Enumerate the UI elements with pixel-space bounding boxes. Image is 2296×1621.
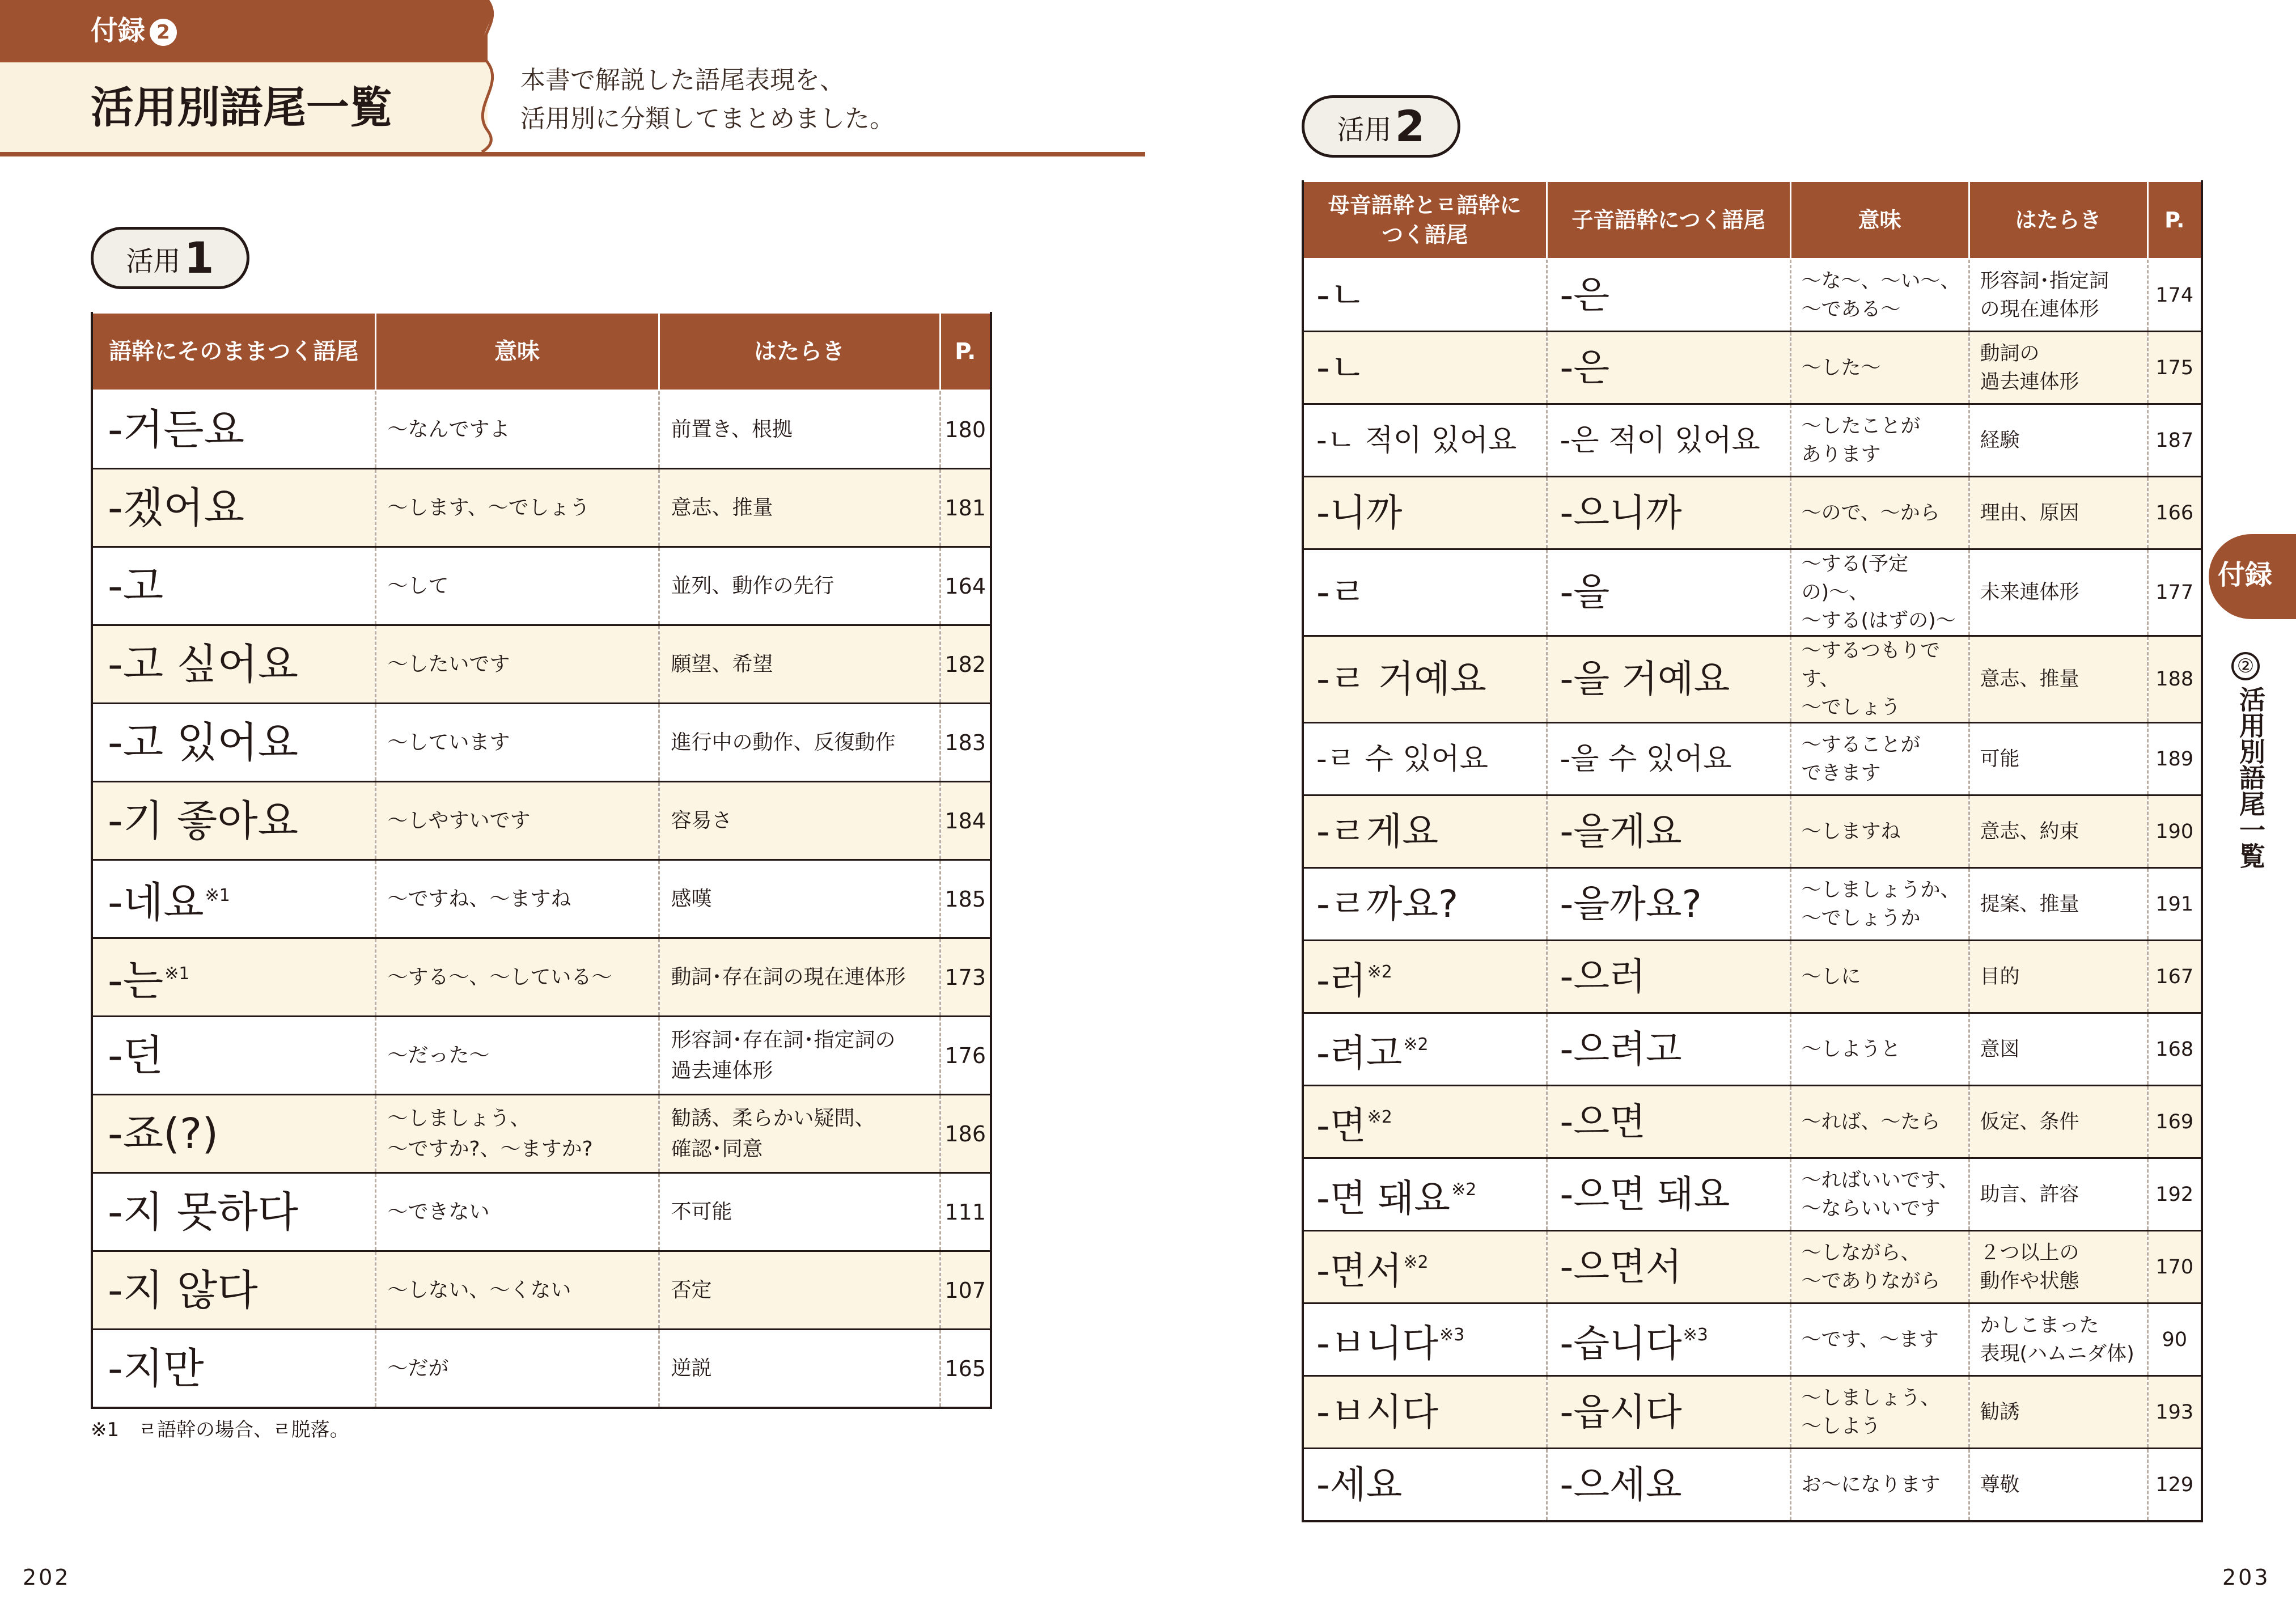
table-row (1303, 1013, 2202, 1086)
meaning-cell: 〜な〜、〜い〜、 〜である〜 (1790, 259, 1969, 332)
page-ref-cell: 107 (940, 1251, 991, 1330)
vowel-ending-cell (1303, 1158, 1547, 1231)
ending-cell (92, 391, 375, 469)
page-number-left: 202 (23, 1565, 71, 1590)
function-cell: 動詞の 過去連体形 (1969, 332, 2147, 404)
footnote-marker: ※2 (1367, 962, 1392, 982)
table-row (1303, 723, 2202, 795)
table-row (92, 1330, 991, 1408)
consonant-ending-text: -을까요? (1560, 882, 1702, 926)
page-ref-cell: 169 (2147, 1086, 2202, 1158)
consonant-ending-cell (1547, 1376, 1790, 1449)
page-ref-cell: 180 (940, 391, 991, 469)
table-header-row (92, 313, 991, 391)
footnote-marker: ※2 (1403, 1035, 1429, 1055)
ending-cell (92, 1173, 375, 1251)
consonant-ending-cell (1547, 1158, 1790, 1231)
footnote-marker: ※3 (1439, 1325, 1465, 1345)
consonant-ending-cell (1547, 1013, 1790, 1086)
vowel-ending-text: -ㅂ시다 (1316, 1390, 1439, 1434)
vowel-ending-cell (1303, 549, 1547, 636)
vowel-ending-cell (1303, 404, 1547, 477)
vowel-ending-cell (1303, 795, 1547, 868)
page-ref-cell: 174 (2147, 259, 2202, 332)
consonant-ending-text: -을 거예요 (1560, 657, 1730, 701)
function-cell: 形容詞･指定詞 の現在連体形 (1969, 259, 2147, 332)
table-row (1303, 259, 2202, 332)
appendix-label (91, 12, 177, 49)
consonant-ending-text: -을게요 (1560, 809, 1682, 853)
ending-text: -고 싶어요 (108, 640, 299, 689)
table-row (92, 625, 991, 704)
consonant-ending-text: -으면서 (1560, 1245, 1682, 1289)
page-ref-cell: 177 (2147, 549, 2202, 636)
consonant-ending-cell (1547, 1231, 1790, 1303)
vowel-ending-text: -면 돼요 (1316, 1176, 1451, 1220)
consonant-ending-cell (1547, 1086, 1790, 1158)
section1-pill-label: 活用 (126, 246, 181, 277)
vowel-ending-cell (1303, 1086, 1547, 1158)
consonant-ending-cell (1547, 1303, 1790, 1376)
section2-pill (1302, 95, 1460, 158)
consonant-ending-text: -을 (1560, 570, 1610, 614)
consonant-ending-cell (1547, 941, 1790, 1013)
column-header: P. (2147, 181, 2202, 259)
footnote-marker: ※1 (205, 885, 230, 905)
page-number-right: 203 (2222, 1565, 2270, 1590)
vowel-ending-cell (1303, 723, 1547, 795)
column-header: 子音語幹につく語尾 (1547, 181, 1790, 259)
table-row (1303, 404, 2202, 477)
page-ref-cell: 193 (2147, 1376, 2202, 1449)
ending-text: -기 좋아요 (108, 796, 299, 845)
ending-text: -지 못하다 (108, 1187, 299, 1237)
vowel-ending-text: -ㅂ니다 (1316, 1322, 1439, 1365)
vowel-ending-cell (1303, 636, 1547, 723)
table-row (1303, 636, 2202, 723)
ending-cell (92, 469, 375, 547)
function-cell: 経験 (1969, 404, 2147, 477)
page-ref-cell: 185 (940, 860, 991, 938)
side-index-number: ② (2231, 652, 2260, 680)
table-row (92, 469, 991, 547)
ending-text: -고 있어요 (108, 718, 299, 767)
page-ref-cell: 192 (2147, 1158, 2202, 1231)
consonant-ending-cell (1547, 636, 1790, 723)
ending-cell (92, 1330, 375, 1408)
consonant-ending-cell (1547, 259, 1790, 332)
section1-table (91, 312, 992, 1409)
page-ref-cell: 129 (2147, 1449, 2202, 1522)
meaning-cell: 〜したことが あります (1790, 404, 1969, 477)
vowel-ending-cell (1303, 259, 1547, 332)
description-line: 活用別に分類してまとめました。 (520, 104, 895, 133)
meaning-cell: 〜しに (1790, 941, 1969, 1013)
meaning-cell: 〜したいです (375, 625, 659, 704)
function-cell: 意志、推量 (659, 469, 940, 547)
section1-pill-number: 1 (184, 232, 214, 283)
table-row (1303, 795, 2202, 868)
page-ref-cell: 173 (940, 938, 991, 1017)
table-row (92, 391, 991, 469)
meaning-cell: 〜しながら、 〜でありながら (1790, 1231, 1969, 1303)
table-row (1303, 477, 2202, 549)
page-ref-cell: 188 (2147, 636, 2202, 723)
table-row (92, 860, 991, 938)
meaning-cell: 〜しましょう、 〜しよう (1790, 1376, 1969, 1449)
table-row (92, 782, 991, 860)
vowel-ending-text: -ㄴ (1316, 273, 1366, 317)
column-header: はたらき (659, 313, 940, 391)
function-cell: 意志、約束 (1969, 795, 2147, 868)
section1-pill (91, 227, 249, 289)
table-row (92, 938, 991, 1017)
meaning-cell: 〜する(予定の)〜、 〜する(はずの)〜 (1790, 549, 1969, 636)
function-cell: かしこまった 表現(ハムニダ体) (1969, 1303, 2147, 1376)
ending-text: -겠어요 (108, 483, 245, 532)
page-ref-cell: 189 (2147, 723, 2202, 795)
consonant-ending-cell (1547, 868, 1790, 941)
meaning-cell: 〜することが できます (1790, 723, 1969, 795)
ending-text: -지만 (108, 1344, 204, 1393)
column-header: 母音語幹とㄹ語幹に つく語尾 (1303, 181, 1547, 259)
function-cell: 未来連体形 (1969, 549, 2147, 636)
meaning-cell: 〜しやすいです (375, 782, 659, 860)
vowel-ending-text: -면서 (1316, 1249, 1403, 1293)
function-cell: 容易さ (659, 782, 940, 860)
section1-table-body (92, 391, 991, 1408)
function-cell: 並列、動作の先行 (659, 547, 940, 625)
meaning-cell: 〜します、〜でしょう (375, 469, 659, 547)
function-cell: 助言、許容 (1969, 1158, 2147, 1231)
ending-text: -는 (108, 956, 164, 1005)
vowel-ending-text: -면 (1316, 1104, 1366, 1148)
vowel-ending-cell (1303, 941, 1547, 1013)
vowel-ending-text: -ㄹ게요 (1316, 809, 1439, 853)
ending-cell (92, 860, 375, 938)
page-ref-cell: 190 (2147, 795, 2202, 868)
header-description (520, 61, 895, 138)
vowel-ending-cell (1303, 1231, 1547, 1303)
page-ref-cell: 170 (2147, 1231, 2202, 1303)
meaning-cell: 〜ので、〜から (1790, 477, 1969, 549)
table-row (1303, 549, 2202, 636)
section2-pill-number: 2 (1395, 101, 1425, 151)
meaning-cell: 〜しましょう、 〜ですか?、〜ますか? (375, 1095, 659, 1173)
table-row (92, 1173, 991, 1251)
column-header: P. (940, 313, 991, 391)
ending-cell (92, 704, 375, 782)
vowel-ending-text: -ㄹ까요? (1316, 882, 1459, 926)
meaning-cell: 〜です、〜ます (1790, 1303, 1969, 1376)
meaning-cell: 〜しようと (1790, 1013, 1969, 1086)
page-ref-cell: 166 (2147, 477, 2202, 549)
page-ref-cell: 175 (2147, 332, 2202, 404)
table-row (1303, 332, 2202, 404)
meaning-cell: 〜しましょうか、 〜でしょうか (1790, 868, 1969, 941)
table-row (1303, 1158, 2202, 1231)
page-ref-cell: 191 (2147, 868, 2202, 941)
column-header: はたらき (1969, 181, 2147, 259)
function-cell: 可能 (1969, 723, 2147, 795)
vowel-ending-cell (1303, 1013, 1547, 1086)
consonant-ending-text: -은 (1560, 345, 1610, 390)
page-ref-cell: 168 (2147, 1013, 2202, 1086)
function-cell: 尊敬 (1969, 1449, 2147, 1522)
vowel-ending-text: -려고 (1316, 1031, 1403, 1075)
page-ref-cell: 167 (2147, 941, 2202, 1013)
table-row (92, 1095, 991, 1173)
table-row (1303, 868, 2202, 941)
meaning-cell: 〜しない、〜くない (375, 1251, 659, 1330)
function-cell: 前置き、根拠 (659, 391, 940, 469)
appendix-number-badge: 2 (150, 19, 177, 46)
function-cell: 進行中の動作、反復動作 (659, 704, 940, 782)
ending-text: -지 않다 (108, 1266, 258, 1315)
table-row (1303, 1086, 2202, 1158)
ending-text: -네요 (108, 878, 204, 927)
vowel-ending-cell (1303, 1376, 1547, 1449)
meaning-cell: 〜だが (375, 1330, 659, 1408)
table-row (1303, 1231, 2202, 1303)
page-ref-cell: 184 (940, 782, 991, 860)
vowel-ending-text: -러 (1316, 959, 1366, 1002)
function-cell: ２つ以上の 動作や状態 (1969, 1231, 2147, 1303)
section2-pill-label: 活用 (1337, 114, 1392, 146)
column-header: 意味 (1790, 181, 1969, 259)
side-index-title: 活用別語尾一覧 (2235, 686, 2266, 869)
table-row (92, 1017, 991, 1095)
function-cell: 提案、推量 (1969, 868, 2147, 941)
table-row (1303, 1303, 2202, 1376)
meaning-cell: お〜になります (1790, 1449, 1969, 1522)
column-header: 意味 (375, 313, 659, 391)
vowel-ending-text: -ㄹ (1316, 570, 1366, 614)
meaning-cell: 〜だった〜 (375, 1017, 659, 1095)
vowel-ending-text: -ㄹ 거예요 (1316, 657, 1486, 701)
meaning-cell: 〜できない (375, 1173, 659, 1251)
function-cell: 意図 (1969, 1013, 2147, 1086)
function-cell: 否定 (659, 1251, 940, 1330)
consonant-ending-text: -습니다 (1560, 1322, 1682, 1365)
vowel-ending-text: -니까 (1316, 490, 1403, 535)
consonant-ending-cell (1547, 332, 1790, 404)
consonant-ending-text: -으러 (1560, 954, 1646, 998)
meaning-cell: 〜して (375, 547, 659, 625)
meaning-cell: 〜ればいいです、 〜ならいいです (1790, 1158, 1969, 1231)
table-row (92, 1251, 991, 1330)
appendix-label-text: 付録 (91, 15, 146, 46)
vowel-ending-cell (1303, 868, 1547, 941)
function-cell: 形容詞･存在詞･指定詞の 過去連体形 (659, 1017, 940, 1095)
header-wave-edge (465, 0, 505, 152)
function-cell: 意志、推量 (1969, 636, 2147, 723)
consonant-ending-cell (1547, 723, 1790, 795)
ending-text: -고 (108, 561, 164, 611)
section2-table (1302, 180, 2203, 1522)
table-row (92, 704, 991, 782)
header-rule (0, 152, 1145, 156)
ending-cell (92, 547, 375, 625)
ending-text: -거든요 (108, 405, 245, 454)
meaning-cell: 〜なんですよ (375, 391, 659, 469)
consonant-ending-cell (1547, 1449, 1790, 1522)
ending-cell (92, 625, 375, 704)
page-ref-cell: 186 (940, 1095, 991, 1173)
consonant-ending-text: -으니까 (1560, 490, 1682, 535)
page-ref-cell: 183 (940, 704, 991, 782)
header-label-tab (0, 0, 488, 62)
function-cell: 仮定、条件 (1969, 1086, 2147, 1158)
vowel-ending-text: -세요 (1316, 1462, 1403, 1506)
vowel-ending-text: -ㄴ 적이 있어요 (1316, 423, 1517, 458)
meaning-cell: 〜するつもりです、 〜でしょう (1790, 636, 1969, 723)
function-cell: 理由、原因 (1969, 477, 2147, 549)
footnote-marker: ※1 (164, 963, 190, 984)
column-header: 語幹にそのままつく語尾 (92, 313, 375, 391)
footnote-marker: ※2 (1451, 1180, 1477, 1200)
page-ref-cell: 90 (2147, 1303, 2202, 1376)
function-cell: 逆説 (659, 1330, 940, 1408)
table-row (1303, 941, 2202, 1013)
consonant-ending-cell (1547, 477, 1790, 549)
consonant-ending-text: -은 적이 있어요 (1560, 423, 1760, 458)
ending-cell (92, 782, 375, 860)
page-ref-cell: 181 (940, 469, 991, 547)
description-line: 本書で解説した語尾表現を、 (520, 66, 845, 95)
ending-cell (92, 938, 375, 1017)
table-row (1303, 1449, 2202, 1522)
table-row (92, 547, 991, 625)
meaning-cell: 〜しています (375, 704, 659, 782)
ending-text: -죠(?) (108, 1109, 219, 1158)
footnote-marker: ※2 (1403, 1252, 1429, 1272)
meaning-cell: 〜しますね (1790, 795, 1969, 868)
page-ref-cell: 176 (940, 1017, 991, 1095)
function-cell: 勧誘 (1969, 1376, 2147, 1449)
meaning-cell: 〜れば、〜たら (1790, 1086, 1969, 1158)
vowel-ending-text: -ㄴ (1316, 345, 1366, 390)
footnote: ※1 ㄹ語幹の場合、ㄹ脱落。 (91, 1419, 349, 1441)
meaning-cell: 〜ですね、〜ますね (375, 860, 659, 938)
ending-cell (92, 1017, 375, 1095)
function-cell: 勧誘、柔らかい疑問、 確認･同意 (659, 1095, 940, 1173)
consonant-ending-cell (1547, 549, 1790, 636)
page-ref-cell: 182 (940, 625, 991, 704)
function-cell: 不可能 (659, 1173, 940, 1251)
ending-cell (92, 1251, 375, 1330)
ending-text: -던 (108, 1031, 164, 1080)
consonant-ending-text: -으세요 (1560, 1462, 1682, 1506)
vowel-ending-text: -ㄹ 수 있어요 (1316, 742, 1488, 776)
table-row (1303, 1376, 2202, 1449)
consonant-ending-cell (1547, 404, 1790, 477)
page-ref-cell: 165 (940, 1330, 991, 1408)
function-cell: 目的 (1969, 941, 2147, 1013)
vowel-ending-cell (1303, 1449, 1547, 1522)
table-header-row (1303, 181, 2202, 259)
page-ref-cell: 164 (940, 547, 991, 625)
function-cell: 願望、希望 (659, 625, 940, 704)
side-index-label: 付録 (2218, 559, 2273, 591)
consonant-ending-text: -은 (1560, 273, 1610, 317)
section2-table-body (1303, 259, 2202, 1522)
consonant-ending-cell (1547, 795, 1790, 868)
consonant-ending-text: -으려고 (1560, 1027, 1682, 1071)
ending-cell (92, 1095, 375, 1173)
footnote-marker: ※3 (1683, 1325, 1708, 1345)
vowel-ending-cell (1303, 332, 1547, 404)
vowel-ending-cell (1303, 1303, 1547, 1376)
consonant-ending-text: -읍시다 (1560, 1390, 1682, 1434)
meaning-cell: 〜する〜、〜している〜 (375, 938, 659, 1017)
footnote-marker: ※2 (1367, 1107, 1392, 1127)
page-ref-cell: 111 (940, 1173, 991, 1251)
consonant-ending-text: -으면 (1560, 1099, 1646, 1144)
vowel-ending-cell (1303, 477, 1547, 549)
page-title: 活用別語尾一覧 (91, 82, 392, 133)
function-cell: 動詞･存在詞の現在連体形 (659, 938, 940, 1017)
consonant-ending-text: -으면 돼요 (1560, 1172, 1730, 1216)
consonant-ending-text: -을 수 있어요 (1560, 742, 1732, 776)
meaning-cell: 〜した〜 (1790, 332, 1969, 404)
page-ref-cell: 187 (2147, 404, 2202, 477)
function-cell: 感嘆 (659, 860, 940, 938)
